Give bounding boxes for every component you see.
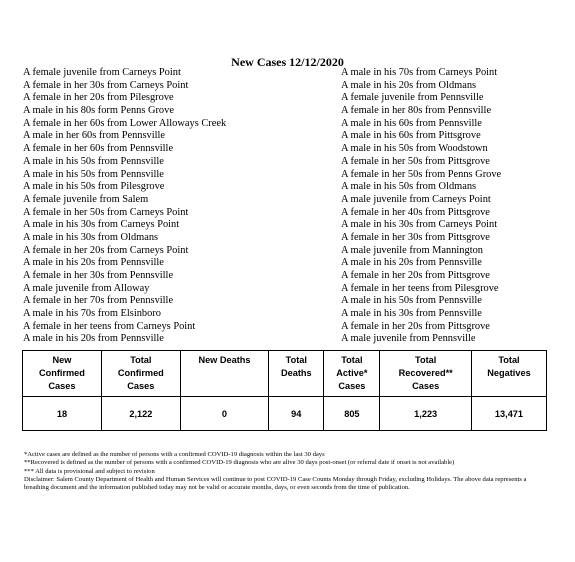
stats-header-text: Cases bbox=[48, 381, 76, 391]
stats-value-cell: 13,471 bbox=[471, 397, 546, 431]
case-line: A male in his 20s from Pennsville bbox=[23, 333, 164, 345]
case-line: A female in her 60s from Lower Alloways Creek bbox=[23, 117, 227, 129]
stats-header-text: Total bbox=[341, 355, 363, 365]
case-line: A male in his 30s from Carneys Point bbox=[341, 219, 498, 231]
stats-header-text: Cases bbox=[412, 381, 440, 391]
footnote-line: *Active cases are defined as the number of persons with a confirmed COVID-19 diagnosis within the last 30 days bbox=[24, 451, 325, 458]
stats-header-cell bbox=[23, 351, 102, 397]
case-line: A female in her 30s from Pennsville bbox=[23, 270, 174, 281]
stats-header-cell bbox=[180, 351, 268, 397]
case-line: A male in his 50s from Pennsville bbox=[341, 295, 482, 307]
stats-header-cell bbox=[324, 351, 380, 397]
stats-header-text: Deaths bbox=[280, 368, 312, 378]
case-line: A female in her 20s from Pittsgrove bbox=[341, 320, 490, 332]
stats-header-text: Recovered** bbox=[398, 368, 453, 378]
stats-header-text: Active* bbox=[336, 368, 368, 378]
case-line: A male in his 50s from Oldmans bbox=[341, 181, 477, 193]
stats-header-text: New bbox=[52, 355, 72, 365]
stats-header-text: Negatives bbox=[487, 368, 531, 378]
case-line: A female in her 50s from Carneys Point bbox=[23, 206, 189, 218]
case-line: A male in his 50s from Pennsville bbox=[23, 168, 164, 180]
stats-header-row bbox=[23, 351, 547, 397]
case-line: A male juvenile from Mannington bbox=[341, 244, 483, 256]
case-line: A female juvenile from Pennsville bbox=[341, 92, 484, 104]
stats-header-text: Total bbox=[415, 355, 437, 365]
stats-header-cell bbox=[269, 351, 324, 397]
stats-header-text: Cases bbox=[338, 381, 366, 391]
case-line: A male in his 30s from Oldmans bbox=[23, 231, 159, 243]
case-line: A female in her 20s from Carneys Point bbox=[23, 244, 189, 256]
case-line: A female in her teens from Pilesgrove bbox=[341, 282, 499, 294]
case-line: A female in her 60s from Pennsville bbox=[23, 143, 174, 155]
case-line: A male in his 50s from Pennsville bbox=[23, 155, 164, 167]
stats-header-cell bbox=[471, 351, 546, 397]
case-line: A male juvenile from Pennsville bbox=[341, 333, 476, 345]
case-line: A female juvenile from Carneys Point bbox=[23, 67, 181, 78]
case-line: A female in her 20s from Pilesgrove bbox=[23, 92, 174, 104]
left-case-list bbox=[23, 67, 226, 346]
case-line: A female in her 30s from Carneys Point bbox=[23, 79, 189, 91]
case-line: A male in his 20s from Pennsville bbox=[341, 257, 482, 269]
case-line: A male in his 70s from Carneys Point bbox=[341, 67, 498, 78]
stats-header-cell bbox=[380, 351, 472, 397]
stats-header-text: Total bbox=[498, 355, 520, 365]
stats-value-cell: 18 bbox=[23, 397, 102, 431]
case-line: A female in her 70s from Pennsville bbox=[23, 295, 174, 307]
case-line: A male in his 30s from Carneys Point bbox=[23, 219, 180, 231]
stats-header-text: Total bbox=[130, 355, 152, 365]
case-line: A male in his 70s from Elsinboro bbox=[23, 308, 161, 320]
right-case-list bbox=[341, 67, 501, 346]
case-line: A female in her 30s from Pittsgrove bbox=[341, 231, 490, 243]
case-line: A female in her teens from Carneys Point bbox=[23, 320, 196, 332]
stats-header-text: New Deaths bbox=[198, 355, 251, 365]
case-line: A male in his 60s from Pittsgrove bbox=[341, 130, 481, 142]
case-line: A male in his 20s from Pennsville bbox=[23, 257, 164, 269]
case-line: A female in her 50s from Pittsgrove bbox=[341, 155, 490, 167]
stats-value-cell: 2,122 bbox=[101, 397, 180, 431]
case-line: A female in her 40s from Pittsgrove bbox=[341, 206, 490, 218]
stats-table bbox=[22, 350, 547, 431]
footnote-line: *** All data is provisional and subject to revision bbox=[24, 467, 155, 475]
case-line: A female in her 20s from Pittsgrove bbox=[341, 270, 490, 281]
case-line: A female in her 50s from Penns Grove bbox=[341, 168, 502, 180]
footnote-line: **Recovered is defined as the number of persons with a confirmed COVID-19 diagnosis who are alive 30 days post-onset (or referral date if onset is not available) bbox=[24, 459, 455, 467]
case-line: A male juvenile from Alloway bbox=[23, 282, 150, 294]
stats-header-cell bbox=[101, 351, 180, 397]
case-line: A male in his 80s form Penns Grove bbox=[23, 105, 174, 117]
case-line: A male juvenile from Carneys Point bbox=[341, 193, 491, 205]
case-line: A male in his 50s from Pilesgrove bbox=[23, 181, 165, 193]
footnotes bbox=[24, 451, 549, 492]
case-line: A male in his 30s from Pennsville bbox=[341, 308, 482, 320]
case-line: A female in her 80s from Pennsville bbox=[341, 105, 492, 117]
stats-header-text: Total bbox=[285, 355, 307, 365]
case-line: A female juvenile from Salem bbox=[23, 193, 149, 205]
stats-value-cell: 1,223 bbox=[380, 397, 472, 431]
footnote-line: Disclaimer: Salem County Department of Health and Human Services will continue to post COVID-19 Case Counts Monday through Friday, excluding Holidays. The above data represents a breathing document and the information published today may not be valid or accurate months, days, or even seconds from the time of publication. bbox=[24, 475, 527, 492]
stats-value-row bbox=[23, 397, 547, 431]
case-line: A male in his 50s from Woodstown bbox=[341, 143, 488, 155]
stats-header-text: Cases bbox=[127, 381, 155, 391]
stats-header-text: Confirmed bbox=[38, 368, 85, 378]
stats-value-cell: 0 bbox=[180, 397, 268, 431]
case-line: A male in her 60s from Pennsville bbox=[23, 130, 165, 142]
stats-header-text: Confirmed bbox=[117, 368, 164, 378]
stats-value-cell: 805 bbox=[324, 397, 380, 431]
case-line: A male in his 60s from Pennsville bbox=[341, 117, 482, 129]
stats-value-cell: 94 bbox=[269, 397, 324, 431]
page-title: New Cases 12/12/2020 bbox=[231, 55, 344, 69]
case-line: A male in his 20s from Oldmans bbox=[341, 79, 477, 91]
